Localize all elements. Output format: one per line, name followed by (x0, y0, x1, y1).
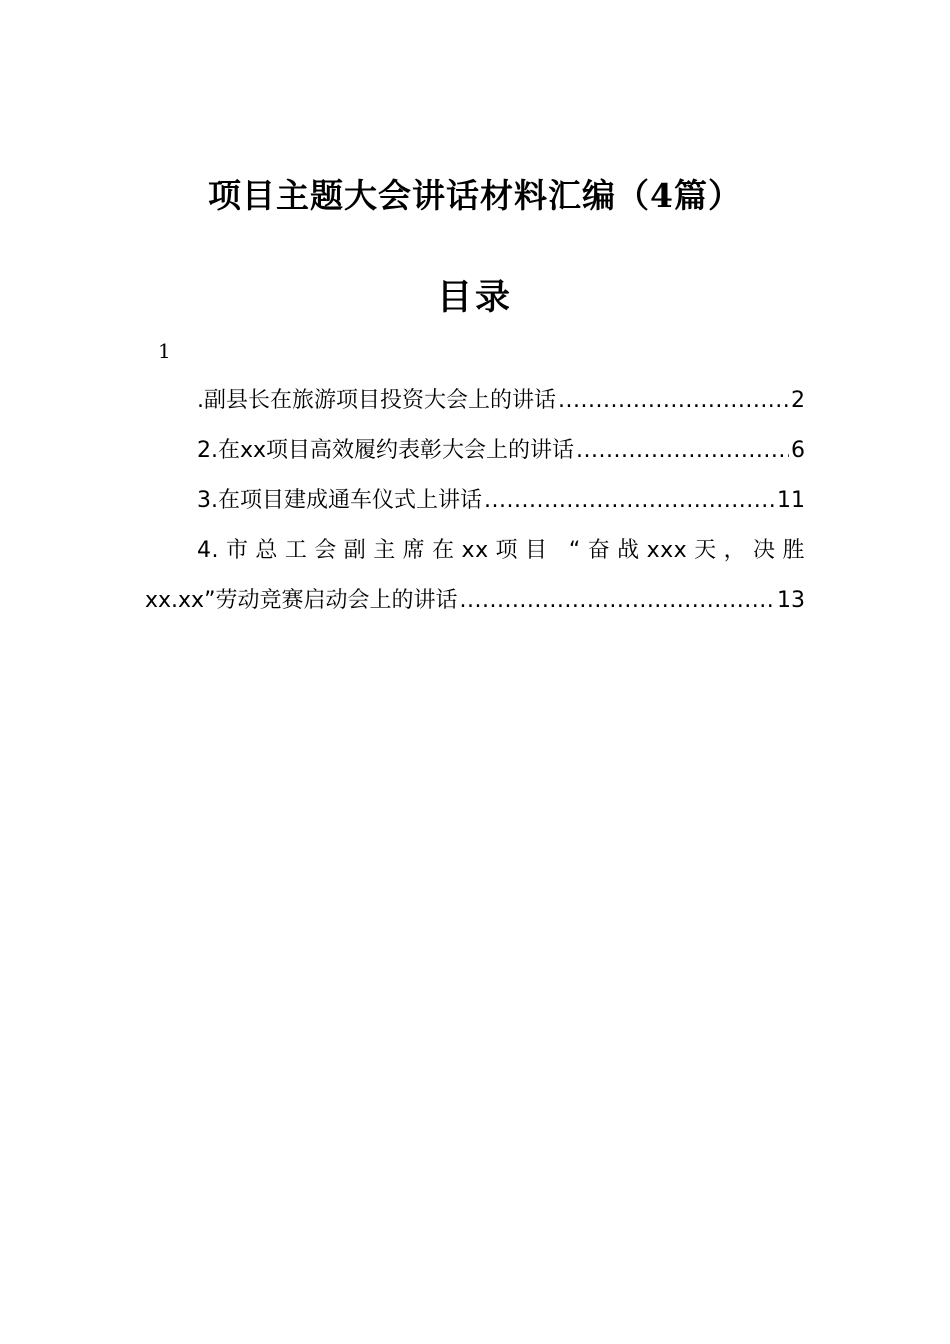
toc-leader-dots (484, 476, 775, 526)
toc-entry-title: 4.市总工会副主席在xx项目 “奋战xxx天，决胜 (197, 538, 805, 563)
table-of-contents (145, 376, 805, 626)
toc-entry-4-line-2[interactable] (145, 576, 805, 626)
toc-entry-title: .副县长在旅游项目投资大会上的讲话 (197, 388, 556, 413)
toc-page-number: 6 (791, 438, 805, 463)
toc-leader-dots (558, 376, 789, 426)
toc-leader-dots (576, 426, 789, 476)
list-number-marker: 1 (158, 339, 171, 363)
toc-entry-title-continued: xx.xx”劳动竞赛启动会上的讲话 (145, 588, 458, 613)
document-title: 项目主题大会讲话材料汇编（4篇） (208, 176, 742, 215)
toc-page-number: 2 (791, 388, 805, 413)
toc-entry-1[interactable] (145, 376, 805, 426)
toc-entry-4-line-1[interactable] (145, 526, 805, 576)
toc-entry-title: 3.在项目建成通车仪式上讲话 (197, 488, 482, 513)
toc-page-number: 13 (777, 588, 805, 613)
toc-leader-dots (459, 576, 775, 626)
toc-heading: 目录 (436, 277, 513, 318)
toc-entry-title: 2.在xx项目高效履约表彰大会上的讲话 (197, 438, 575, 463)
toc-entry-2[interactable] (145, 426, 805, 476)
toc-entry-3[interactable] (145, 476, 805, 526)
toc-page-number: 11 (777, 488, 805, 513)
